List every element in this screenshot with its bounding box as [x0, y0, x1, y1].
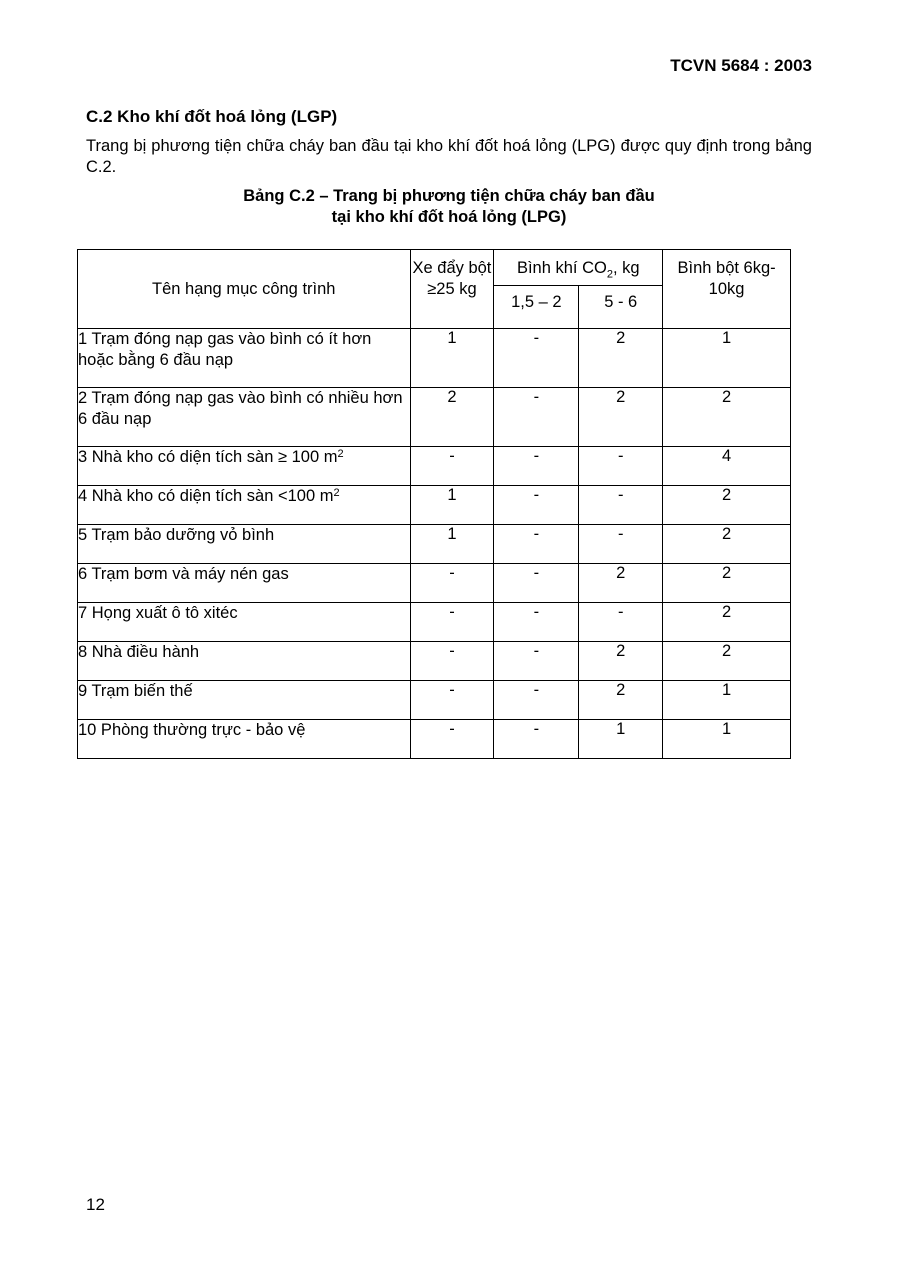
cell-cart: -: [410, 447, 494, 486]
header-co2-subscript: 2: [606, 268, 613, 281]
header-co2-small: 1,5 – 2: [494, 286, 579, 329]
cell-co2-small: -: [494, 388, 579, 447]
equipment-table: [77, 249, 791, 759]
cell-co2-large: -: [579, 525, 663, 564]
row-name: 2 Trạm đóng nạp gas vào bình có nhiều hơn 6 đầu nạp: [78, 389, 403, 429]
cell-cart: -: [410, 564, 494, 603]
cell-co2-large: -: [579, 447, 663, 486]
header-co2-prefix: Bình khí CO: [516, 259, 607, 277]
table-row: [78, 720, 791, 759]
header-name: Tên hạng mục công trình: [78, 250, 411, 329]
row-name-superscript: 2: [333, 487, 340, 500]
cell-powder: 2: [663, 642, 791, 681]
cell-cart: 2: [410, 388, 494, 447]
header-co2-suffix: , kg: [612, 259, 640, 277]
cell-cart: -: [410, 681, 494, 720]
cell-co2-large: 2: [579, 329, 663, 388]
cell-powder: 4: [663, 447, 791, 486]
row-name-cell: [78, 720, 411, 759]
table-title-line-1: Bảng C.2 – Trang bị phương tiện chữa cháy ban đầu: [243, 187, 655, 205]
row-name: 5 Trạm bảo dưỡng vỏ bình: [78, 526, 275, 545]
row-name-cell: [78, 388, 411, 447]
row-name-superscript: 2: [337, 448, 344, 461]
row-name-cell: [78, 681, 411, 720]
cell-powder: 1: [663, 329, 791, 388]
page-number: 12: [86, 1195, 105, 1214]
cell-powder: 2: [663, 564, 791, 603]
cell-co2-large: 1: [579, 720, 663, 759]
table-row: [78, 603, 791, 642]
row-name-cell: [78, 447, 411, 486]
cell-powder: 2: [663, 486, 791, 525]
header-powder: Bình bột 6kg-10kg: [663, 250, 791, 329]
table-row: [78, 329, 791, 388]
row-name: 10 Phòng thường trực - bảo vệ: [78, 721, 306, 740]
row-name-cell: [78, 486, 411, 525]
cell-cart: 1: [410, 486, 494, 525]
table-row: [78, 388, 791, 447]
cell-co2-large: -: [579, 603, 663, 642]
cell-co2-large: 2: [579, 681, 663, 720]
header-cart: Xe đẩy bột ≥25 kg: [410, 250, 494, 329]
document-code: TCVN 5684 : 2003: [670, 56, 812, 75]
cell-powder: 2: [663, 388, 791, 447]
cell-cart: -: [410, 603, 494, 642]
cell-co2-small: -: [494, 603, 579, 642]
cell-powder: 2: [663, 603, 791, 642]
header-co2-large: 5 - 6: [579, 286, 663, 329]
table-title-line-2: tại kho khí đốt hoá lỏng (LPG): [331, 208, 567, 226]
table-row: [78, 564, 791, 603]
cell-co2-small: -: [494, 486, 579, 525]
cell-powder: 1: [663, 681, 791, 720]
cell-powder: 2: [663, 525, 791, 564]
cell-cart: -: [410, 642, 494, 681]
row-name-cell: [78, 329, 411, 388]
row-name: 7 Họng xuất ô tô xitéc: [78, 604, 238, 623]
row-name: 6 Trạm bơm và máy nén gas: [78, 565, 289, 584]
cell-co2-large: 2: [579, 564, 663, 603]
table-row: [78, 525, 791, 564]
table-row: [78, 486, 791, 525]
row-name: 3 Nhà kho có diện tích sàn ≥ 100 m: [78, 448, 338, 467]
row-name-cell: [78, 525, 411, 564]
cell-co2-small: -: [494, 720, 579, 759]
cell-co2-small: -: [494, 525, 579, 564]
cell-co2-large: -: [579, 486, 663, 525]
section-heading: C.2 Kho khí đốt hoá lỏng (LGP): [86, 107, 338, 126]
cell-co2-small: -: [494, 642, 579, 681]
cell-cart: -: [410, 720, 494, 759]
table-row: [78, 642, 791, 681]
cell-co2-small: -: [494, 681, 579, 720]
cell-cart: 1: [410, 525, 494, 564]
cell-co2-small: -: [494, 564, 579, 603]
cell-powder: 1: [663, 720, 791, 759]
row-name: 8 Nhà điều hành: [78, 643, 200, 662]
intro-paragraph: Trang bị phương tiện chữa cháy ban đầu tại kho khí đốt hoá lỏng (LPG) được quy định trong bảng C.2.: [86, 137, 812, 176]
row-name-cell: [78, 603, 411, 642]
cell-cart: 1: [410, 329, 494, 388]
table-row: [78, 447, 791, 486]
cell-co2-small: -: [494, 329, 579, 388]
row-name: 9 Trạm biến thế: [78, 682, 193, 701]
row-name: 1 Trạm đóng nạp gas vào bình có ít hơn hoặc bằng 6 đầu nạp: [78, 330, 372, 370]
cell-co2-large: 2: [579, 642, 663, 681]
row-name-cell: [78, 642, 411, 681]
header-co2: [494, 250, 663, 286]
table-title: [86, 186, 812, 228]
row-name-cell: [78, 564, 411, 603]
table-body: [78, 329, 791, 759]
cell-co2-small: -: [494, 447, 579, 486]
row-name: 4 Nhà kho có diện tích sàn <100 m: [78, 487, 334, 506]
cell-co2-large: 2: [579, 388, 663, 447]
table-row: [78, 681, 791, 720]
